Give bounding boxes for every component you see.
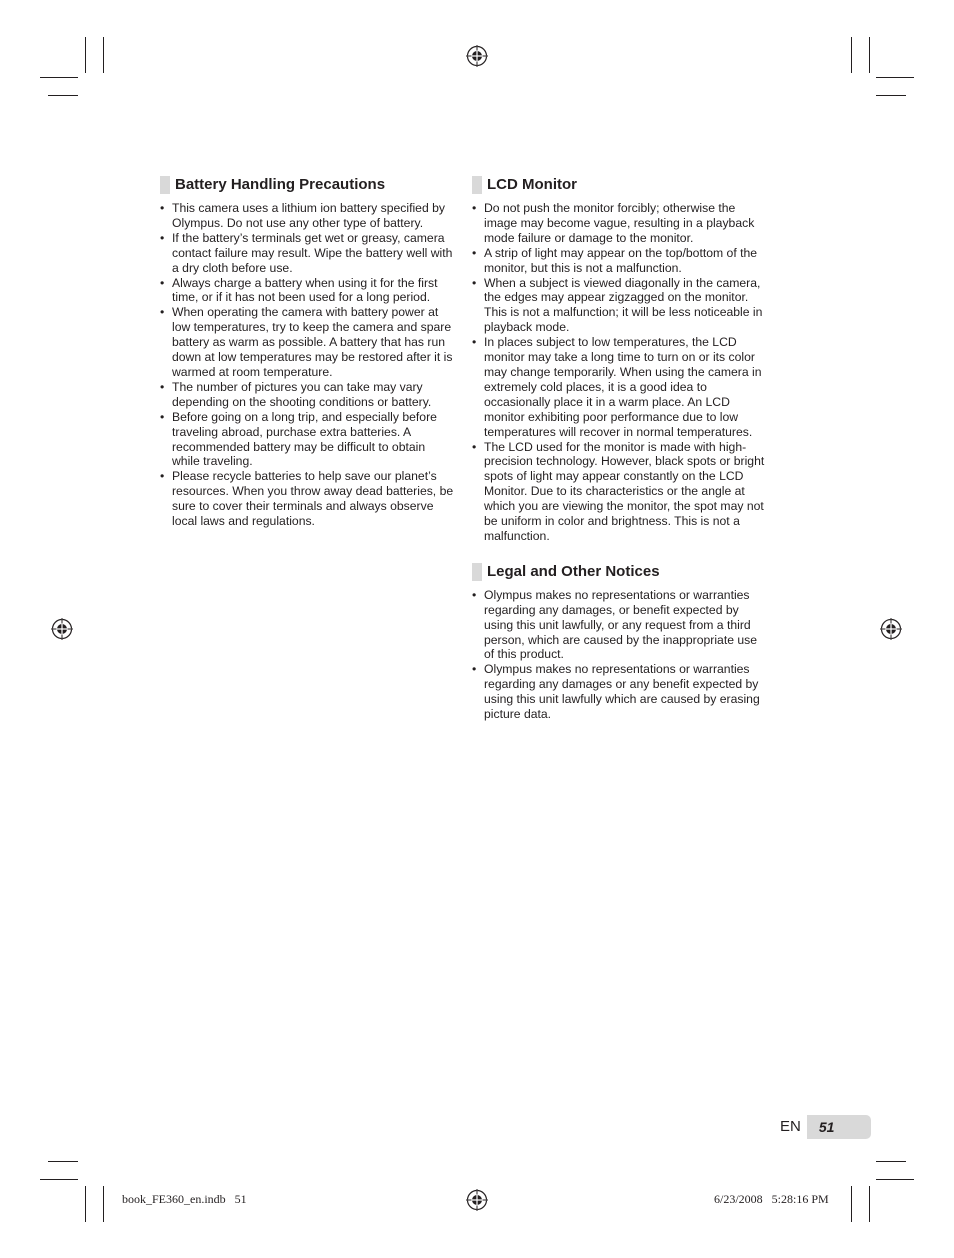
registration-mark-icon: [51, 618, 73, 640]
crop-mark: [851, 37, 852, 73]
crop-mark: [48, 95, 78, 96]
list-item: • Always charge a battery when using it for the first time, or if it has not been used for a long period.: [160, 276, 456, 306]
crop-mark: [85, 1186, 86, 1222]
crop-mark: [876, 77, 914, 78]
list-item: • When operating the camera with battery power at low temperatures, try to keep the camera and spare battery as warm as possible. A battery that has run down at low temperatures may be restored after it is warmed at room temperature.: [160, 305, 456, 380]
crop-mark: [876, 95, 906, 96]
page-number-area: [780, 1115, 871, 1139]
left-column: [160, 175, 456, 529]
list-item: • The LCD used for the monitor is made with high-precision technology. However, black spots or bright spots of light may appear constantly on the LCD Monitor. Due to its characteristics or the angle at which you are viewing the monitor, the spot may not be uniform in color and brightness. This is not a malfunction.: [472, 440, 768, 544]
legal-section-heading: Legal and Other Notices: [472, 562, 768, 582]
right-column: [472, 175, 768, 722]
page-number: 51: [807, 1115, 871, 1139]
crop-mark: [48, 1161, 78, 1162]
crop-mark: [869, 1186, 870, 1222]
list-item: • Before going on a long trip, and especially before traveling abroad, purchase extra batteries. A recommended battery may be difficult to obtain while traveling.: [160, 410, 456, 470]
lcd-section-heading: LCD Monitor: [472, 175, 768, 195]
lcd-monitor-list: [472, 201, 768, 544]
section-spacer: [472, 544, 768, 562]
crop-mark: [103, 37, 104, 73]
registration-mark-icon: [880, 618, 902, 640]
crop-mark: [40, 77, 78, 78]
legal-notices-list: [472, 588, 768, 722]
list-item: • Olympus makes no representations or warranties regarding any damages or any benefit expected by using this unit lawfully which are caused by erasing picture data.: [472, 662, 768, 722]
crop-mark: [869, 37, 870, 73]
crop-mark: [85, 37, 86, 73]
list-item: • Please recycle batteries to help save our planet’s resources. When you throw away dead batteries, be sure to cover their terminals and always observe local laws and regulations.: [160, 469, 456, 529]
crop-mark: [876, 1179, 914, 1180]
list-item: • The number of pictures you can take may vary depending on the shooting conditions or battery.: [160, 380, 456, 410]
list-item: • Do not push the monitor forcibly; otherwise the image may become vague, resulting in a playback mode failure or damage to the monitor.: [472, 201, 768, 246]
list-item: • A strip of light may appear on the top/bottom of the monitor, but this is not a malfunction.: [472, 246, 768, 276]
battery-precautions-list: [160, 201, 456, 529]
list-item: • When a subject is viewed diagonally in the camera, the edges may appear zigzagged on the monitor. This is not a malfunction; it will be less noticeable in playback mode.: [472, 276, 768, 336]
crop-mark: [40, 1179, 78, 1180]
language-code: EN: [780, 1118, 801, 1135]
list-item: • Olympus makes no representations or warranties regarding any damages, or benefit expected by using this unit lawfully, or any request from a third person, which are caused by the inappropriate use of this product.: [472, 588, 768, 663]
footer-filename: book_FE360_en.indb 51: [122, 1192, 247, 1206]
crop-mark: [851, 1186, 852, 1222]
crop-mark: [103, 1186, 104, 1222]
list-item: • If the battery’s terminals get wet or greasy, camera contact failure may result. Wipe the battery well with a dry cloth before use.: [160, 231, 456, 276]
battery-section-heading: Battery Handling Precautions: [160, 175, 456, 195]
registration-mark-icon: [466, 1189, 488, 1211]
footer-timestamp: 6/23/2008 5:28:16 PM: [714, 1192, 829, 1206]
registration-mark-icon: [466, 45, 488, 67]
crop-mark: [876, 1161, 906, 1162]
list-item: • This camera uses a lithium ion battery specified by Olympus. Do not use any other type of battery.: [160, 201, 456, 231]
list-item: • In places subject to low temperatures, the LCD monitor may take a long time to turn on or its color may change temporarily. When using the camera in extremely cold places, it is a good idea to occasionally place it in a warm place. An LCD monitor exhibiting poor performance due to low temperatures will recover in normal temperatures.: [472, 335, 768, 439]
